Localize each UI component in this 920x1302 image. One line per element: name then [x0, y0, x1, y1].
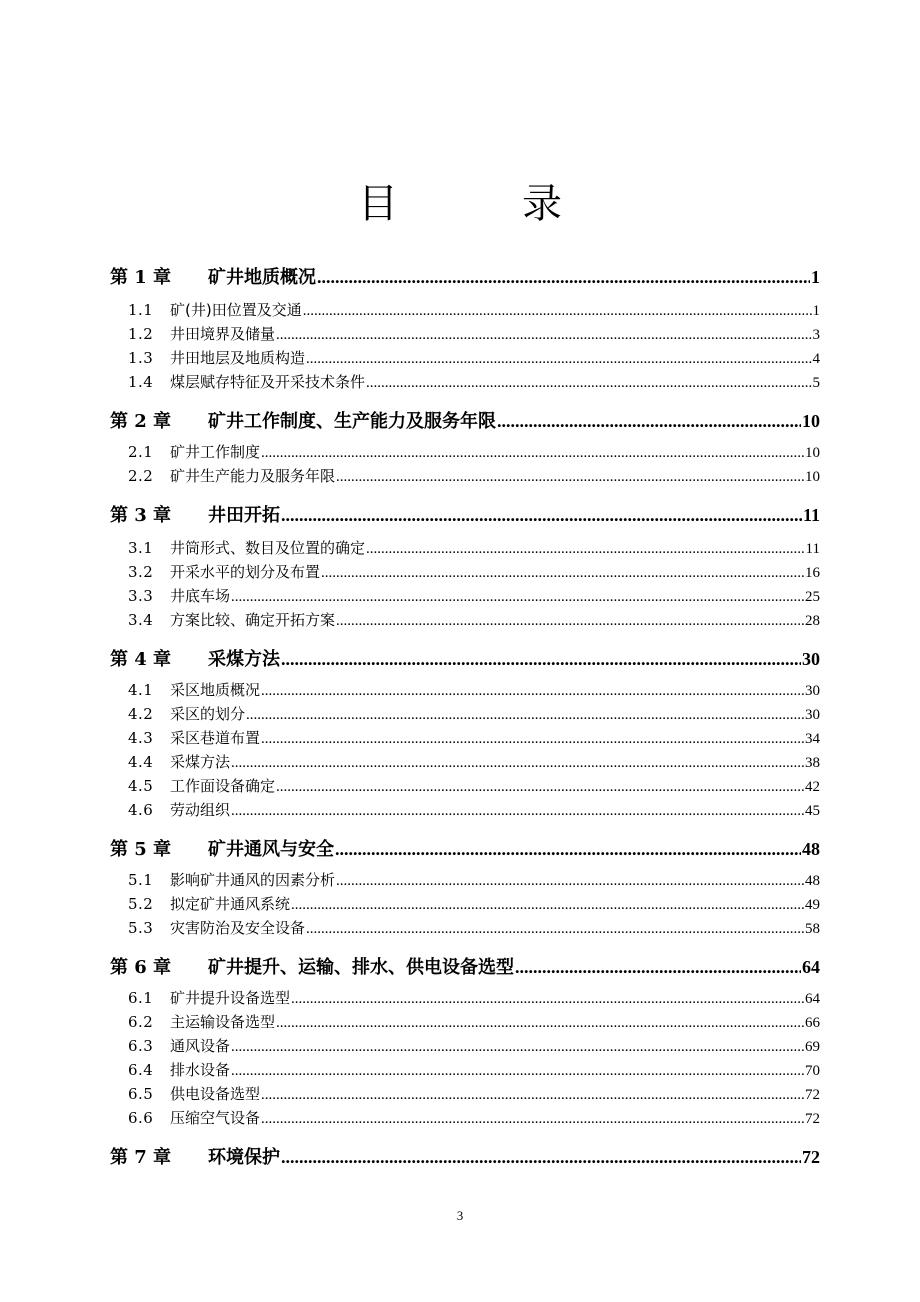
- toc-section-entry[interactable]: [110, 727, 820, 749]
- toc-entry-page: 66: [805, 1015, 820, 1031]
- toc-entry-number: 4.1: [128, 681, 154, 699]
- toc-entry-page: 72: [805, 1087, 820, 1103]
- toc-entry-title: 矿(井)田位置及交通: [170, 301, 302, 319]
- toc-entry-page: 42: [805, 779, 820, 795]
- toc-entry-title: 通风设备: [170, 1037, 231, 1055]
- toc-dot-leader: [276, 324, 811, 346]
- toc-section-entry[interactable]: [110, 775, 820, 797]
- toc-entry-number: 4.2: [128, 705, 154, 723]
- toc-section-entry[interactable]: [110, 1059, 820, 1081]
- page-title: 目 录: [358, 181, 604, 227]
- toc-entry-number: 1.1: [128, 301, 154, 319]
- toc-entry-title: 压缩空气设备: [170, 1109, 261, 1127]
- toc-dot-leader: [335, 835, 801, 863]
- toc-entry-number: 3.2: [128, 563, 154, 581]
- toc-entry-page: 64: [805, 991, 820, 1007]
- toc-entry-title: 排水设备: [170, 1061, 231, 1079]
- toc-entry-number: 3.4: [128, 611, 154, 629]
- toc-dot-leader: [261, 1108, 804, 1130]
- toc-entry-page: 10: [802, 411, 820, 431]
- toc-entry-page: 30: [805, 707, 820, 723]
- toc-section-entry[interactable]: [110, 1083, 820, 1105]
- toc-dot-leader: [336, 466, 804, 488]
- toc-section-entry[interactable]: [110, 917, 820, 939]
- toc-entry-number: 6.1: [128, 989, 154, 1007]
- toc-dot-leader: [276, 776, 804, 798]
- toc-entry-number: 4.5: [128, 777, 154, 795]
- toc-dot-leader: [231, 586, 804, 608]
- toc-entry-title: 矿井通风与安全: [208, 839, 334, 860]
- toc-entry-title: 工作面设备确定: [170, 777, 276, 795]
- toc-chapter-entry[interactable]: [110, 1143, 820, 1171]
- toc-entry-number: 第 5 章: [110, 839, 172, 860]
- toc-dot-leader: [291, 894, 804, 916]
- toc-entry-page: 1: [811, 267, 820, 287]
- toc-entry-page: 45: [805, 803, 820, 819]
- toc-entry-number: 6.3: [128, 1037, 154, 1055]
- toc-entry-page: 70: [805, 1063, 820, 1079]
- toc-entry-page: 30: [802, 649, 820, 669]
- toc-entry-title: 矿井地质概况: [208, 267, 316, 288]
- toc-entry-page: 10: [805, 469, 820, 485]
- toc-entry-number: 4.3: [128, 729, 154, 747]
- toc-entry-number: 1.2: [128, 325, 154, 343]
- toc-entry-number: 2.1: [128, 443, 154, 461]
- toc-entry-title: 井田地层及地质构造: [170, 349, 306, 367]
- toc-entry-number: 6.4: [128, 1061, 154, 1079]
- toc-entry-page: 49: [805, 897, 820, 913]
- page-number: 3: [456, 1208, 464, 1223]
- toc-entry-number: 第 3 章: [110, 505, 172, 526]
- toc-dot-leader: [261, 728, 804, 750]
- toc-entry-page: 64: [802, 957, 820, 977]
- toc-dot-leader: [497, 407, 801, 435]
- toc-section-entry[interactable]: [110, 1107, 820, 1129]
- toc-entry-page: 3: [812, 327, 820, 343]
- toc-dot-leader: [336, 870, 804, 892]
- toc-entry-title: 矿井提升设备选型: [170, 989, 291, 1007]
- toc-section-entry[interactable]: [110, 585, 820, 607]
- toc-entry-page: 30: [805, 683, 820, 699]
- toc-chapter-entry[interactable]: [110, 407, 820, 435]
- toc-entry-page: 25: [805, 589, 820, 605]
- toc-entry-title: 开采水平的划分及布置: [170, 563, 321, 581]
- toc-entry-title: 井田境界及储量: [170, 325, 276, 343]
- toc-dot-leader: [515, 953, 801, 981]
- toc-section-entry[interactable]: [110, 703, 820, 725]
- toc-entry-number: 3.3: [128, 587, 154, 605]
- toc-dot-leader: [261, 442, 804, 464]
- toc-section-entry[interactable]: [110, 441, 820, 463]
- toc-section-entry[interactable]: [110, 347, 820, 369]
- toc-section-entry[interactable]: [110, 893, 820, 915]
- toc-dot-leader: [261, 680, 804, 702]
- toc-entry-title: 煤层赋存特征及开采技术条件: [170, 373, 366, 391]
- toc-dot-leader: [366, 372, 811, 394]
- toc-entry-number: 5.1: [128, 871, 154, 889]
- toc-entry-number: 4.6: [128, 801, 154, 819]
- toc-section-entry[interactable]: [110, 465, 820, 487]
- toc-entry-number: 6.5: [128, 1085, 154, 1103]
- toc-dot-leader: [281, 645, 801, 673]
- toc-section-entry[interactable]: [110, 371, 820, 393]
- toc-entry-title: 方案比较、确定开拓方案: [170, 611, 336, 629]
- toc-entry-page: 11: [805, 541, 820, 557]
- toc-entry-page: 11: [802, 505, 820, 525]
- toc-entry-number: 第 7 章: [110, 1147, 172, 1168]
- toc-entry-title: 矿井提升、运输、排水、供电设备选型: [208, 957, 514, 978]
- toc-dot-leader: [276, 1012, 804, 1034]
- toc-entry-title: 供电设备选型: [170, 1085, 261, 1103]
- toc-entry-title: 采区地质概况: [170, 681, 261, 699]
- toc-entry-page: 28: [805, 613, 820, 629]
- toc-section-entry[interactable]: [110, 323, 820, 345]
- toc-entry-title: 井田开拓: [208, 505, 280, 526]
- toc-section-entry[interactable]: [110, 609, 820, 631]
- toc-section-entry[interactable]: [110, 561, 820, 583]
- toc-section-entry[interactable]: [110, 987, 820, 1009]
- toc-entry-number: 第 6 章: [110, 957, 172, 978]
- toc-chapter-entry[interactable]: [110, 953, 820, 981]
- toc-chapter-entry[interactable]: [110, 645, 820, 673]
- toc-entry-number: 4.4: [128, 753, 154, 771]
- toc-section-entry[interactable]: [110, 537, 820, 559]
- toc-section-entry[interactable]: [110, 1035, 820, 1057]
- toc-entry-title: 影响矿井通风的因素分析: [170, 871, 336, 889]
- toc-entry-page: 72: [805, 1111, 820, 1127]
- toc-entry-title: 矿井工作制度、生产能力及服务年限: [208, 411, 496, 432]
- toc-chapter-entry[interactable]: [110, 501, 820, 529]
- toc-entry-number: 1.3: [128, 349, 154, 367]
- toc-section-entry[interactable]: [110, 299, 820, 321]
- toc-dot-leader: [321, 562, 804, 584]
- toc-dot-leader: [366, 538, 805, 560]
- toc-entry-number: 6.6: [128, 1109, 154, 1127]
- toc-entry-page: 34: [805, 731, 820, 747]
- toc-section-entry[interactable]: [110, 869, 820, 891]
- toc-entry-title: 矿井工作制度: [170, 443, 261, 461]
- toc-entry-number: 6.2: [128, 1013, 154, 1031]
- toc-entry-page: 48: [802, 839, 820, 859]
- toc-entry-title: 采煤方法: [170, 753, 231, 771]
- toc-entry-page: 72: [802, 1147, 820, 1167]
- toc-entry-title: 矿井生产能力及服务年限: [170, 467, 336, 485]
- toc-entry-title: 拟定矿井通风系统: [170, 895, 291, 913]
- toc-entry-number: 第 1 章: [110, 267, 172, 288]
- toc-entry-number: 第 4 章: [110, 649, 172, 670]
- toc-dot-leader: [261, 1084, 804, 1106]
- toc-section-entry[interactable]: [110, 1011, 820, 1033]
- toc-entry-number: 2.2: [128, 467, 154, 485]
- toc-dot-leader: [246, 704, 804, 726]
- toc-dot-leader: [291, 988, 804, 1010]
- toc-entry-title: 劳动组织: [170, 801, 231, 819]
- toc-dot-leader: [303, 300, 812, 322]
- toc-entry-title: 灾害防治及安全设备: [170, 919, 306, 937]
- toc-section-entry[interactable]: [110, 751, 820, 773]
- toc-chapter-entry[interactable]: [110, 835, 820, 863]
- toc-entry-page: 4: [812, 351, 820, 367]
- toc-dot-leader: [231, 1036, 804, 1058]
- toc-chapter-entry[interactable]: [110, 263, 820, 291]
- toc-entry-page: 16: [805, 565, 820, 581]
- toc-section-entry[interactable]: [110, 679, 820, 701]
- toc-entry-title: 采区巷道布置: [170, 729, 261, 747]
- toc-dot-leader: [306, 348, 811, 370]
- toc-entry-title: 井筒形式、数目及位置的确定: [170, 539, 366, 557]
- toc-entry-title: 采煤方法: [208, 649, 280, 670]
- toc-entry-page: 10: [805, 445, 820, 461]
- toc-entry-number: 5.2: [128, 895, 154, 913]
- toc-entry-page: 48: [805, 873, 820, 889]
- toc-dot-leader: [317, 263, 810, 291]
- toc-entry-title: 环境保护: [208, 1147, 280, 1168]
- toc-entry-number: 第 2 章: [110, 411, 172, 432]
- toc-entry-page: 1: [812, 303, 820, 319]
- toc-entry-number: 5.3: [128, 919, 154, 937]
- toc-dot-leader: [281, 501, 802, 529]
- toc-dot-leader: [231, 1060, 804, 1082]
- toc-section-entry[interactable]: [110, 799, 820, 821]
- toc-entry-page: 5: [812, 375, 820, 391]
- toc-entry-page: 69: [805, 1039, 820, 1055]
- toc-entry-title: 主运输设备选型: [170, 1013, 276, 1031]
- toc-entry-title: 井底车场: [170, 587, 231, 605]
- toc-dot-leader: [336, 610, 804, 632]
- toc-dot-leader: [281, 1143, 801, 1171]
- toc-entry-number: 3.1: [128, 539, 154, 557]
- toc-entry-page: 38: [805, 755, 820, 771]
- toc-entry-number: 1.4: [128, 373, 154, 391]
- toc-dot-leader: [231, 800, 804, 822]
- toc-entry-title: 采区的划分: [170, 705, 246, 723]
- toc-entry-page: 58: [805, 921, 820, 937]
- toc-dot-leader: [306, 918, 804, 940]
- toc-dot-leader: [231, 752, 804, 774]
